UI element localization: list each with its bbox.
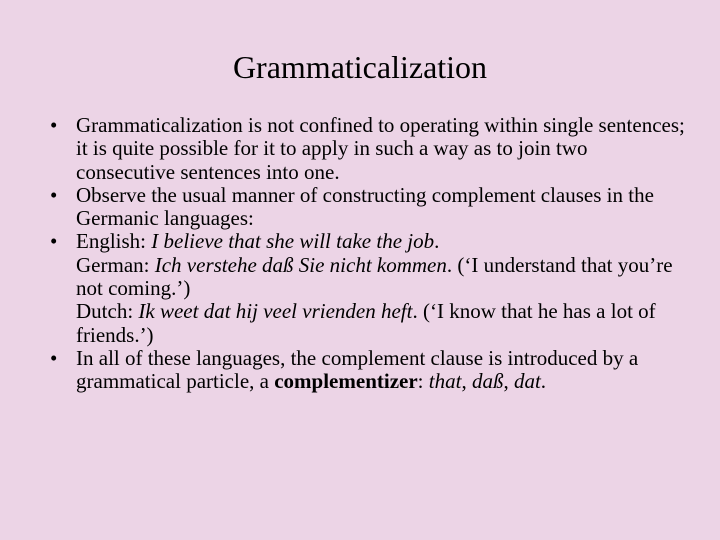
- bullet-text: Observe the usual manner of constructing complement clauses in the Germanic languages:: [76, 182, 654, 231]
- complementizer-term: complementizer: [274, 369, 418, 394]
- example-dat: dat: [513, 369, 541, 394]
- example-that: that: [428, 369, 462, 394]
- slide-title: Grammaticalization: [232, 49, 488, 85]
- dutch-gloss: . (‘I know that he has a lot of friends.’): [76, 299, 656, 347]
- english-example: I believe that she will take the job: [151, 229, 435, 254]
- german-example-line: [76, 254, 690, 301]
- bullet-icon: •: [50, 229, 58, 254]
- separator: ,: [461, 369, 472, 394]
- bullet-item-examples: [50, 230, 690, 346]
- dutch-label: Dutch:: [76, 299, 139, 324]
- english-example-line: [76, 230, 690, 253]
- bullet-item: [50, 114, 690, 184]
- example-dass: daß: [471, 369, 504, 394]
- bullet-icon: •: [50, 345, 58, 370]
- english-label: English:: [76, 229, 152, 254]
- bullet-icon: •: [50, 182, 58, 207]
- colon: :: [417, 369, 429, 394]
- german-example: Ich verstehe daß Sie nicht kommen: [154, 252, 447, 277]
- bullet-item: [50, 184, 690, 231]
- bullet-icon: •: [50, 113, 58, 137]
- bullet-item: [50, 347, 690, 394]
- dutch-example-line: [76, 300, 690, 347]
- german-label: German:: [76, 252, 155, 277]
- bullet-list: [50, 114, 690, 394]
- complementizer-intro: In all of these languages, the complement clause is introduced by a grammatical particle, a: [76, 345, 639, 394]
- separator: ,: [503, 369, 514, 394]
- end-period: .: [540, 369, 547, 394]
- bullet-text: [76, 346, 638, 393]
- english-end: .: [434, 229, 440, 254]
- dutch-example: Ik weet dat hij veel vrienden heft: [138, 299, 413, 324]
- german-gloss: . (‘I understand that you’re not coming.’): [76, 252, 673, 301]
- bullet-text: Grammaticalization is not confined to operating within single sentences; it is quite possible for it to apply in such a way as to join two consecutive sentences into one.: [76, 113, 685, 184]
